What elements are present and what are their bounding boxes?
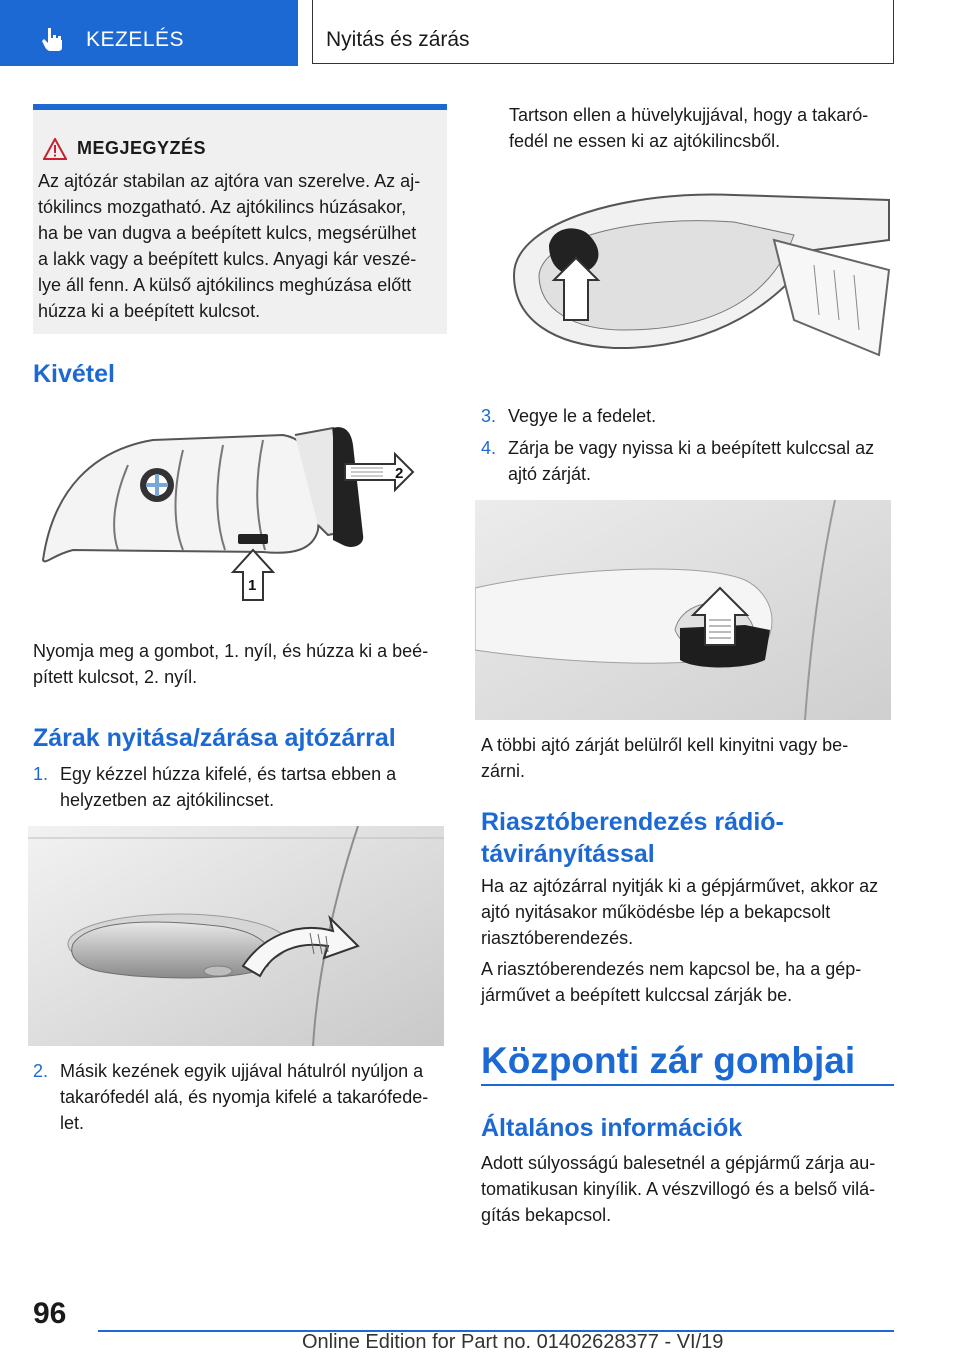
section-label: KEZELÉS: [86, 28, 185, 51]
step-4-text: [508, 435, 874, 487]
step-4-number: 4.: [481, 438, 497, 458]
after-line: A többi ajtó zárját belülről kell kinyitni vagy be-: [481, 735, 849, 755]
notice-line: húzza ki a beépített kulcsot.: [38, 301, 261, 321]
intro-line: fedél ne essen ki az ajtókilincsből.: [509, 131, 781, 151]
alarm-heading: [481, 806, 784, 870]
key-in-lock-illustration: [475, 500, 891, 720]
after-text: [481, 732, 895, 784]
cover-removal-illustration: [494, 180, 894, 360]
key-caption-line: Nyomja meg a gombot, 1. nyíl, és húzza ki a beé-: [33, 641, 429, 661]
intro-line: Tartson ellen a hüvelykujjával, hogy a takaró-: [509, 105, 869, 125]
alarm-paragraph-2: [481, 956, 895, 1008]
notice-box: [33, 104, 447, 334]
step-line: Zárja be vagy nyissa ki a beépített kulccsal az: [508, 438, 875, 458]
notice-line: a lakk vagy a beépített kulcs. Anyagi kár veszé-: [38, 249, 417, 269]
step-1: [33, 761, 447, 813]
notice-line: Az ajtózár stabilan az ajtóra van szerelve. Az aj-: [38, 171, 421, 191]
page-header: [0, 0, 960, 66]
after-line: zárni.: [481, 761, 526, 781]
notice-line: tókilincs mozgatható. Az ajtókilincs húzásakor,: [38, 197, 407, 217]
alarm-heading-line: távirányítással: [481, 840, 655, 868]
alarm-line: járművet a beépített kulccsal zárják be.: [481, 985, 793, 1005]
key-caption-line: pített kulcsot, 2. nyíl.: [33, 667, 198, 687]
step-line: ajtó zárját.: [508, 464, 592, 484]
key-fig-label-1: 1: [248, 577, 257, 594]
key-caption: [33, 638, 447, 690]
notice-line: ha be van dugva a beépített kulcs, megsérülhet: [38, 223, 417, 243]
step-3: [481, 403, 895, 429]
central-lock-heading: Központi zár gombjai: [481, 1040, 856, 1081]
alarm-line: riasztóberendezés.: [481, 928, 634, 948]
door-handle-pull-illustration: [28, 826, 444, 1046]
hand-pointer-icon: [40, 26, 66, 52]
step-line: helyzetben az ajtókilincset.: [60, 790, 275, 810]
alarm-paragraph-1: [481, 873, 895, 951]
alarm-line: A riasztóberendezés nem kapcsol be, ha a gép-: [481, 959, 862, 979]
notice-title: MEGJEGYZÉS: [77, 138, 207, 158]
step-2-text: [60, 1058, 428, 1136]
step-1-text: [60, 761, 396, 813]
chapter-label: Nyitás és zárás: [326, 28, 470, 51]
general-line: tomatikusan kinyílik. A vészvillogó és a belső vilá-: [481, 1179, 876, 1199]
notice-body: [38, 168, 443, 324]
kivetel-heading: Kivétel: [33, 360, 115, 388]
step-1-number: 1.: [33, 764, 49, 784]
alarm-line: ajtó nyitásakor működésbe lép a bekapcsolt: [481, 902, 831, 922]
step-2: [33, 1058, 447, 1138]
step-line: Vegye le a fedelet.: [508, 406, 657, 426]
key-removal-illustration: [33, 410, 447, 610]
general-info-heading: Általános információk: [481, 1114, 743, 1142]
step-line: Másik kezének egyik ujjával hátulról nyúljon a: [60, 1061, 424, 1081]
edition-footer: Online Edition for Part no. 01402628377 - VI/19: [302, 1331, 724, 1353]
step-line: Egy kézzel húzza kifelé, és tartsa ebben a: [60, 764, 397, 784]
step-line: takarófedél alá, és nyomja kifelé a takarófede-: [60, 1087, 429, 1107]
warning-triangle-icon: [43, 138, 67, 160]
step-3-text: [508, 403, 656, 429]
alarm-heading-line: Riasztóberendezés rádió-: [481, 808, 784, 836]
notice-line: lye áll fenn. A külső ajtókilincs meghúzása előtt: [38, 275, 412, 295]
step-line: let.: [60, 1113, 85, 1133]
intro-text: [509, 102, 899, 154]
chapter-tab: [312, 0, 894, 64]
general-line: gítás bekapcsol.: [481, 1205, 612, 1225]
alarm-line: Ha az ajtózárral nyitják ki a gépjárművet, akkor az: [481, 876, 879, 896]
step-4: [481, 435, 895, 487]
zarak-heading: Zárak nyitása/zárása ajtózárral: [33, 724, 396, 752]
step-2-number: 2.: [33, 1061, 49, 1081]
page-number: 96: [33, 1297, 67, 1330]
step-3-number: 3.: [481, 406, 497, 426]
general-info-text: [481, 1150, 895, 1228]
section-tab: [0, 0, 298, 66]
heading-rule: [481, 1084, 894, 1086]
general-line: Adott súlyosságú balesetnél a gépjármű zárja au-: [481, 1153, 876, 1173]
key-fig-label-2: 2: [395, 465, 404, 482]
